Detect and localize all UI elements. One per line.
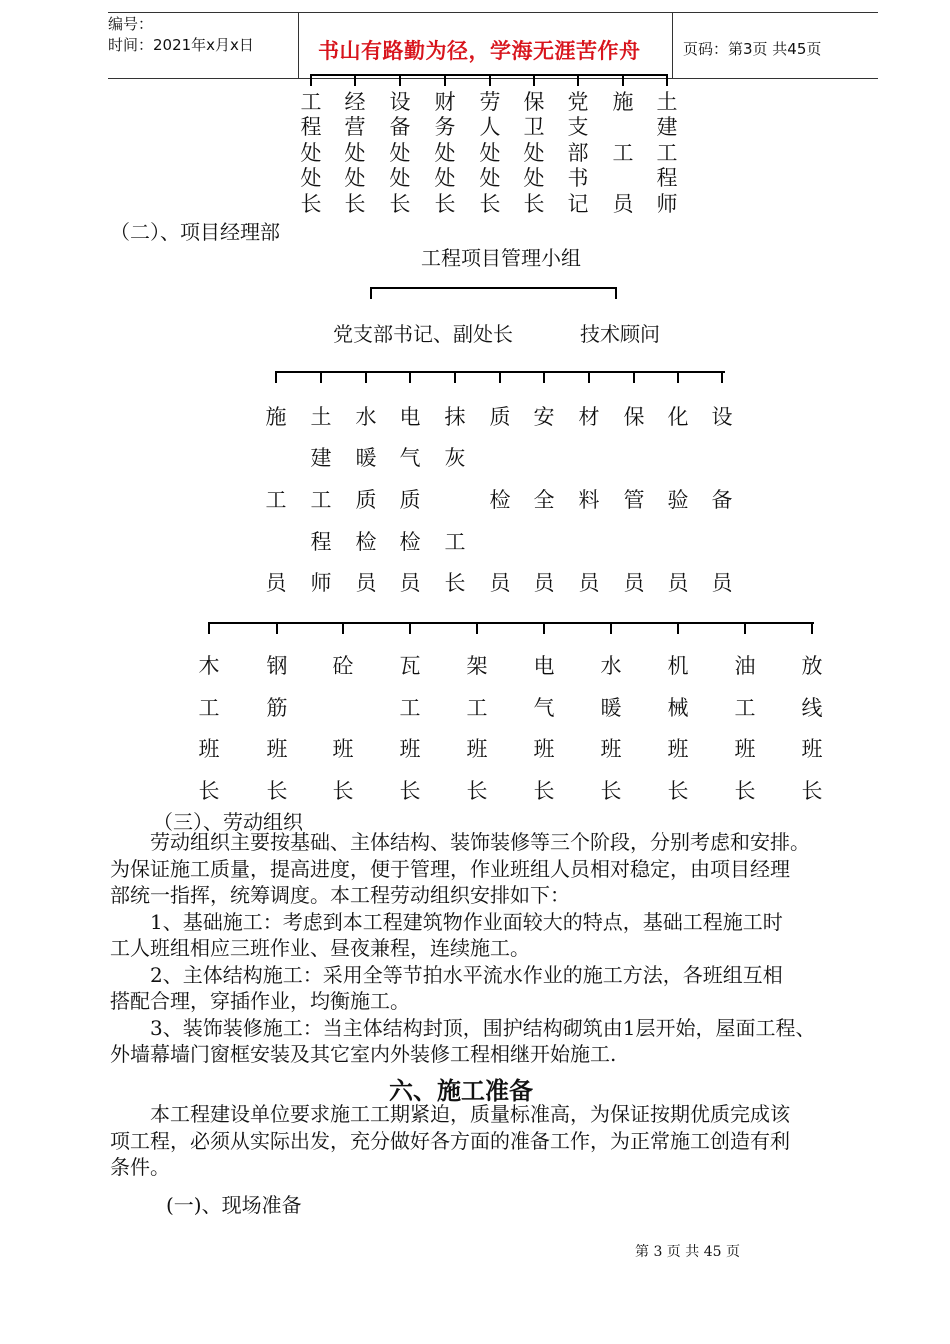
staff-connector-tick: [721, 371, 723, 383]
staff-char: 料: [578, 488, 600, 512]
top-chart-char: 长: [523, 192, 545, 216]
team-char: 班: [600, 737, 622, 761]
top-chart-tick: [489, 74, 491, 86]
staff-char: 员: [265, 571, 287, 595]
staff-char: 气: [399, 446, 421, 470]
section3-heading: （三）、劳动组织: [153, 810, 303, 834]
top-chart-char: 土: [656, 90, 678, 114]
team-connector-tick: [208, 622, 210, 634]
top-chart-tick: [533, 74, 535, 86]
staff-char: 建: [310, 446, 332, 470]
top-chart-char: 师: [656, 192, 678, 216]
top-chart-char: 处: [523, 166, 545, 190]
staff-char: 师: [310, 571, 332, 595]
team-connector-tick: [677, 622, 679, 634]
paragraph-line: 工人班组相应三班作业、昼夜兼程，连续施工。: [110, 936, 530, 960]
staff-connector-tick: [365, 371, 367, 383]
section2-heading: （二）、项目经理部: [110, 220, 280, 244]
top-chart-tick: [354, 74, 356, 86]
staff-char: 质: [399, 488, 421, 512]
team-char: 工: [399, 696, 421, 720]
team-char: 钢: [266, 654, 288, 678]
group-connector-tick: [615, 287, 617, 299]
team-char: 气: [533, 696, 555, 720]
section3-body: [110, 829, 815, 1068]
top-chart-char: 员: [612, 192, 634, 216]
team-char: 班: [198, 737, 220, 761]
header-meta: [108, 14, 254, 56]
staff-char: 检: [399, 530, 421, 554]
top-chart-char: 处: [300, 166, 322, 190]
team-char: 电: [533, 654, 555, 678]
team-char: 械: [667, 696, 689, 720]
top-chart-tick: [577, 74, 579, 86]
staff-char: 全: [533, 488, 555, 512]
team-char: 班: [667, 737, 689, 761]
top-chart-char: 营: [344, 115, 366, 139]
team-char: 班: [801, 737, 823, 761]
top-chart-char: 处: [389, 166, 411, 190]
party-secretary-label: 党支部书记、副处长: [333, 322, 513, 346]
team-char: 木: [198, 654, 220, 678]
team-char: 长: [332, 779, 354, 803]
staff-char: 设: [711, 405, 733, 429]
top-chart-char: 经: [344, 90, 366, 114]
top-chart-connector: [310, 74, 666, 76]
top-chart-char: 长: [389, 192, 411, 216]
team-char: 长: [466, 779, 488, 803]
team-connector-tick: [409, 622, 411, 634]
team-char: 工: [198, 696, 220, 720]
section6-body: [110, 1101, 790, 1181]
team-char: 砼: [332, 654, 354, 678]
staff-char: 电: [399, 405, 421, 429]
team-char: 筋: [266, 696, 288, 720]
team-connector: [208, 622, 814, 624]
top-chart-char: 施: [612, 90, 634, 114]
staff-char: 员: [578, 571, 600, 595]
team-char: 暖: [600, 696, 622, 720]
team-char: 工: [466, 696, 488, 720]
staff-char: 保: [623, 405, 645, 429]
staff-char: 员: [623, 571, 645, 595]
team-char: 放: [801, 654, 823, 678]
staff-char: 质: [489, 405, 511, 429]
team-connector-tick: [610, 622, 612, 634]
top-chart-char: 处: [523, 141, 545, 165]
team-char: 架: [466, 654, 488, 678]
paragraph-line: 1、基础施工：考虑到本工程建筑物作业面较大的特点，基础工程施工时: [110, 909, 783, 934]
staff-char: 水: [355, 405, 377, 429]
paragraph-line: 为保证施工质量，提高进度，便于管理，作业班组人员相对稳定，由项目经理: [110, 856, 790, 881]
team-char: 长: [600, 779, 622, 803]
paragraph-line: 劳动组织主要按基础、主体结构、装饰装修等三个阶段，分别考虑和安排。: [110, 830, 810, 854]
team-connector-tick: [276, 622, 278, 634]
group-connector-tick: [370, 287, 372, 299]
top-chart-char: 党: [567, 90, 589, 114]
top-chart-tick: [666, 74, 668, 86]
staff-char: 员: [711, 571, 733, 595]
staff-char: 员: [533, 571, 555, 595]
staff-char: 施: [265, 405, 287, 429]
top-chart-char: 务: [434, 115, 456, 139]
staff-char: 员: [667, 571, 689, 595]
team-char: 瓦: [399, 654, 421, 678]
top-chart-char: 支: [567, 115, 589, 139]
top-chart-char: 处: [479, 141, 501, 165]
staff-char: 检: [489, 488, 511, 512]
team-connector-tick: [811, 622, 813, 634]
paragraph-line: 外墙幕墙门窗框安装及其它室内外装修工程相继开始施工.: [110, 1042, 617, 1066]
team-char: 班: [332, 737, 354, 761]
paragraph-line: 3、装饰装修施工：当主体结构封顶，围护结构砌筑由1层开始，屋面工程、: [110, 1015, 816, 1040]
team-char: 工: [734, 696, 756, 720]
staff-char: 验: [667, 488, 689, 512]
staff-char: 员: [489, 571, 511, 595]
team-connector-tick: [543, 622, 545, 634]
staff-char: 工: [310, 488, 332, 512]
team-char: 长: [801, 779, 823, 803]
paragraph-line: 条件。: [110, 1155, 170, 1179]
paragraph-line: 2、主体结构施工：采用全等节拍水平流水作业的施工方法，各班组互相: [110, 962, 783, 987]
team-char: 长: [533, 779, 555, 803]
team-connector-tick: [744, 622, 746, 634]
technical-advisor-label: 技术顾问: [580, 322, 660, 346]
top-chart-char: 处: [434, 141, 456, 165]
team-char: 班: [533, 737, 555, 761]
header-page-number: 页码：第3页 共45页: [683, 40, 822, 58]
management-group-title: 工程项目管理小组: [421, 246, 581, 270]
header-motto: 书山有路勤为径，学海无涯苦作舟: [318, 39, 641, 63]
team-char: 长: [667, 779, 689, 803]
top-chart-char: 设: [389, 90, 411, 114]
staff-connector-tick: [275, 371, 277, 383]
header-divider-left: [298, 12, 299, 79]
staff-char: 员: [399, 571, 421, 595]
top-chart-char: 处: [389, 141, 411, 165]
top-chart-char: 工: [656, 141, 678, 165]
top-chart-char: 建: [656, 115, 678, 139]
top-chart-tick: [310, 74, 312, 86]
top-chart-char: 保: [523, 90, 545, 114]
top-chart-char: 工: [612, 141, 634, 165]
top-chart-char: 长: [479, 192, 501, 216]
top-chart-char: 程: [656, 166, 678, 190]
staff-char: 管: [623, 488, 645, 512]
paragraph-line: 搭配合理，穿插作业，均衡施工。: [110, 989, 410, 1013]
staff-char: 工: [444, 530, 466, 554]
team-char: 班: [466, 737, 488, 761]
staff-char: 检: [355, 530, 377, 554]
top-chart-char: 人: [479, 115, 501, 139]
top-chart-char: 记: [567, 192, 589, 216]
staff-connector-tick: [409, 371, 411, 383]
staff-char: 员: [355, 571, 377, 595]
staff-char: 备: [711, 488, 733, 512]
header-top-rule: [108, 12, 878, 13]
team-char: 长: [734, 779, 756, 803]
group-connector: [370, 287, 617, 289]
top-chart-tick: [444, 74, 446, 86]
footer-page-number: 第 3 页 共 45 页: [635, 1244, 740, 1260]
top-chart-char: 书: [567, 166, 589, 190]
staff-char: 暖: [355, 446, 377, 470]
top-chart-char: 处: [434, 166, 456, 190]
staff-connector-tick: [320, 371, 322, 383]
top-chart-char: 处: [344, 166, 366, 190]
top-chart-tick: [399, 74, 401, 86]
staff-char: 化: [667, 405, 689, 429]
top-chart-char: 处: [300, 141, 322, 165]
staff-char: 质: [355, 488, 377, 512]
team-char: 油: [734, 654, 756, 678]
team-char: 线: [801, 696, 823, 720]
top-chart-char: 长: [344, 192, 366, 216]
team-char: 长: [266, 779, 288, 803]
top-chart-char: 长: [434, 192, 456, 216]
staff-connector-tick: [677, 371, 679, 383]
team-connector-tick: [476, 622, 478, 634]
team-char: 水: [600, 654, 622, 678]
top-chart-char: 处: [479, 166, 501, 190]
staff-char: 材: [578, 405, 600, 429]
site-preparation-heading: (一)、现场准备: [166, 1193, 302, 1217]
top-chart-char: 劳: [479, 90, 501, 114]
team-connector-tick: [342, 622, 344, 634]
staff-connector-tick: [499, 371, 501, 383]
top-chart-char: 长: [300, 192, 322, 216]
header-bottom-rule: [108, 78, 878, 79]
header-divider-right: [672, 12, 673, 79]
paragraph-line: 部统一指挥，统筹调度。本工程劳动组织安排如下：: [110, 883, 570, 907]
top-chart-char: 工: [300, 90, 322, 114]
top-chart-char: 备: [389, 115, 411, 139]
top-chart-char: 财: [434, 90, 456, 114]
section6-title: 六、施工准备: [389, 1077, 533, 1105]
team-char: 班: [734, 737, 756, 761]
team-char: 班: [266, 737, 288, 761]
paragraph-line: 本工程建设单位要求施工工期紧迫，质量标准高，为保证按期优质完成该: [110, 1102, 790, 1126]
staff-char: 安: [533, 405, 555, 429]
staff-connector-tick: [543, 371, 545, 383]
staff-char: 工: [265, 488, 287, 512]
top-chart-char: 卫: [523, 115, 545, 139]
top-chart-tick: [622, 74, 624, 86]
document-number-label: 编号：: [108, 15, 154, 33]
staff-connector-tick: [588, 371, 590, 383]
top-chart-char: 部: [567, 141, 589, 165]
paragraph-line: 项工程，必须从实际出发，充分做好各方面的准备工作，为正常施工创造有利: [110, 1128, 790, 1153]
top-chart-char: 处: [344, 141, 366, 165]
staff-connector-tick: [454, 371, 456, 383]
team-char: 长: [198, 779, 220, 803]
document-time-label: 时间：2021年x月x日: [108, 36, 254, 54]
staff-char: 程: [310, 530, 332, 554]
staff-char: 抹: [444, 405, 466, 429]
staff-char: 土: [310, 405, 332, 429]
staff-connector-tick: [633, 371, 635, 383]
top-chart-char: 程: [300, 115, 322, 139]
staff-char: 灰: [444, 446, 466, 470]
team-char: 长: [399, 779, 421, 803]
team-char: 机: [667, 654, 689, 678]
team-char: 班: [399, 737, 421, 761]
staff-char: 长: [444, 571, 466, 595]
